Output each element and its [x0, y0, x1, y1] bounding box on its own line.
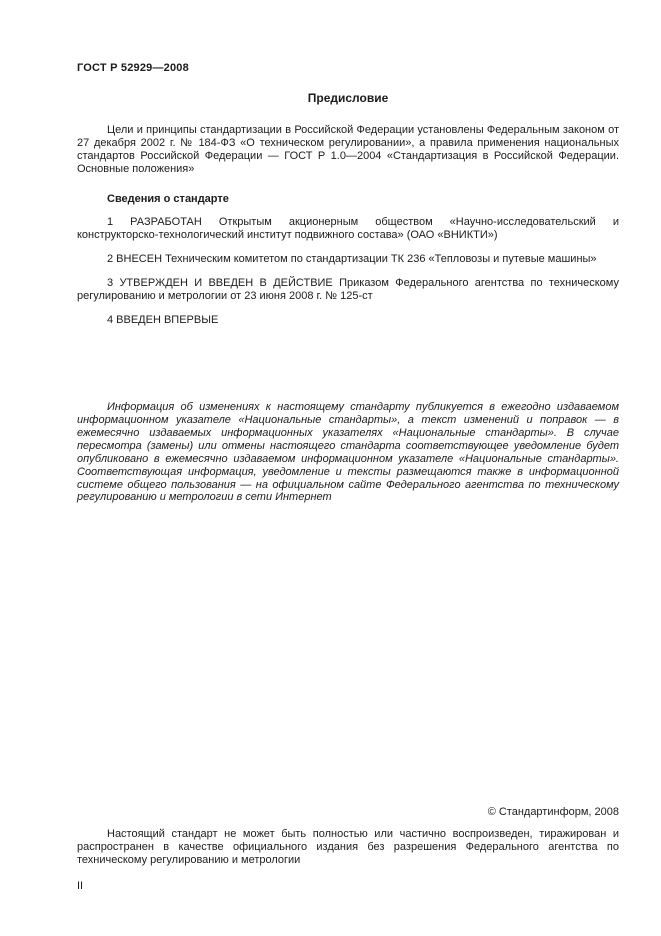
copyright-line: © Стандартинформ, 2008: [487, 806, 619, 819]
standard-item-approved: 3 УТВЕРЖДЕН И ВВЕДЕН В ДЕЙСТВИЕ Приказом Федерального агентства по техническому регулированию и метрологии от 23 июня 2008 г. № 125-ст: [77, 276, 619, 302]
restriction-paragraph: Настоящий стандарт не может быть полностью или частично воспроизведен, тиражирован и распространен в качестве официального издания без разрешения Федерального агентства по техническому регулированию и метрологии: [77, 828, 619, 867]
standard-item-submitted: 2 ВНЕСЕН Техническим комитетом по стандартизации ТК 236 «Тепловозы и путевые машины»: [107, 252, 597, 265]
page-number: II: [77, 880, 84, 892]
vertical-spacer: [77, 504, 619, 806]
intro-paragraph: Цели и принципы стандартизации в Российской Федерации установлены Федеральным законом от 27 декабря 2002 г. № 184-ФЗ «О техническом регулировании», а правила применения национальных стандартов Российской Федерации — ГОСТ Р 1.0—2004 «Стандартизация в Российской Федерации. Основные положения»: [77, 124, 619, 175]
section-heading: Сведения о стандарте: [107, 192, 229, 205]
standard-item-first-introduced: 4 ВВЕДЕН ВПЕРВЫЕ: [107, 313, 219, 326]
document-code: ГОСТ Р 52929—2008: [77, 62, 189, 74]
standard-item-developed: 1 РАЗРАБОТАН Открытым акционерным обществом «Научно-исследовательский и конструкторско-технологический институт подвижного состава» (ОАО «ВНИКТИ»): [77, 215, 619, 241]
info-note-paragraph: Информация об изменениях к настоящему стандарту публикуется в ежегодно издаваемом информационном указателе «Национальные стандарты», а текст изменений и поправок — в ежемесячно издаваемых информационных указателях «Национальные стандарты». В случае пересмотра (замены) или отмены настоящего стандарта соответствующее уведомление будет опубликовано в ежемесячно издаваемом информационном указателе «Национальные стандарты». Соответствующая информация, уведомление и тексты размещаются также в информационной системе общего пользования — на официальном сайте Федерального агентства по техническому регулированию и метрологии в сети Интернет: [77, 400, 619, 504]
page-title: Предисловие: [307, 91, 389, 105]
